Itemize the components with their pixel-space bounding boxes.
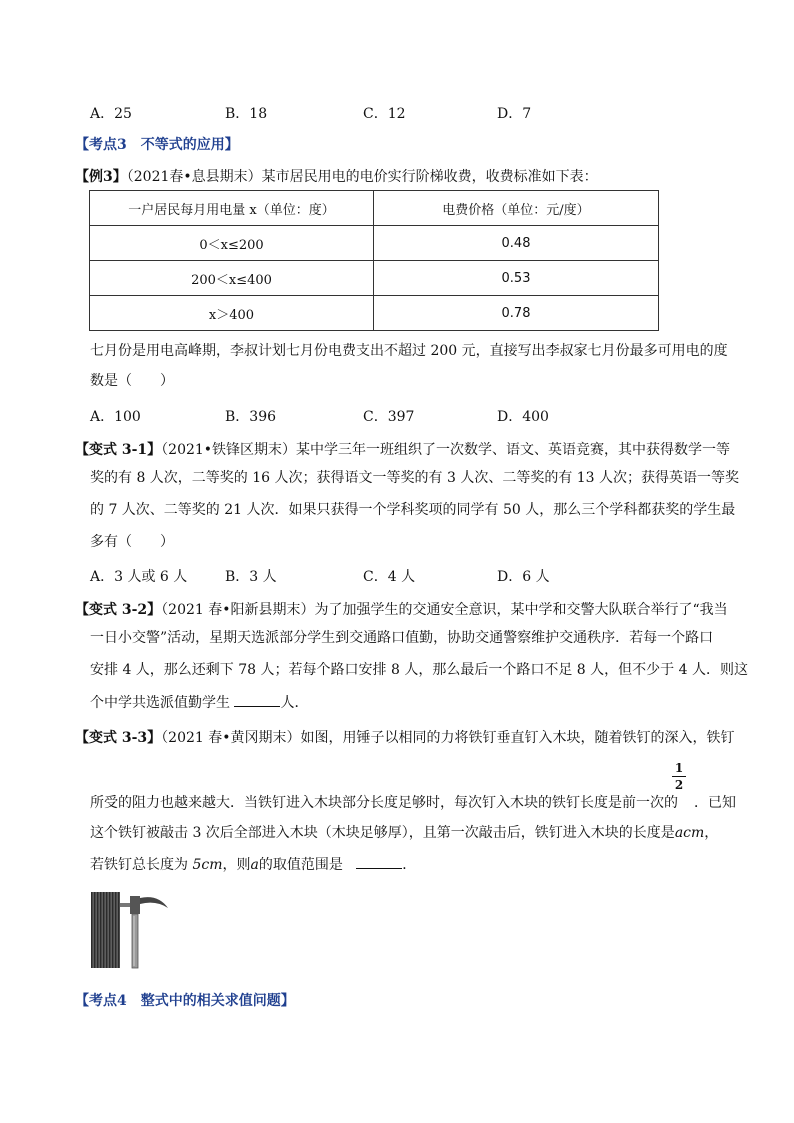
variant33-line4-end: ．: [402, 857, 417, 873]
variant33-line2: [90, 796, 736, 810]
variant31-option-c: C．4 人: [363, 569, 416, 585]
example3-option-d: D．400: [497, 409, 549, 425]
hammer-head-icon: [130, 896, 140, 914]
topic3-heading: 【考点3 不等式的应用】: [75, 137, 239, 153]
variant32-line1: （2021 春•阳新县期末）为了加强学生的交通安全意识，某中学和交警大队联合举行了“我当: [161, 602, 728, 618]
variant32-line1-wrap: [75, 599, 728, 619]
answer-blank: [234, 694, 280, 707]
table-cell-price: 0.53: [374, 261, 659, 296]
variant33-var-acm: acm: [674, 825, 705, 841]
variant31-line4: 多有（ ）: [90, 534, 174, 550]
example3-intro: [75, 166, 598, 186]
variant33-line3-end: ，: [704, 825, 719, 841]
prev-option-d: D．7: [497, 106, 532, 122]
table-header-price: 电费价格（单位：元/度）: [374, 191, 659, 226]
variant31-line3: 的 7 人次、二等奖的 21 人次．如果只获得一个学科奖项的同学有 50 人，那么三个学科都获奖的学生最: [90, 502, 736, 518]
variant33-line2-end: ．已知: [694, 795, 736, 811]
variant31-option-d: D．6 人: [497, 569, 550, 585]
example3-line2: 数是（ ）: [90, 373, 174, 389]
table-cell-range: 200＜x≤400: [90, 261, 374, 296]
hammer-handle-icon: [132, 914, 138, 968]
example3-text: 某市居民用电的电价实行阶梯收费，收费标准如下表：: [261, 169, 598, 185]
example3-tag: 【例3】: [75, 169, 127, 185]
variant32-line4-end: 人．: [280, 695, 309, 711]
variant33-line4-text: 若铁钉总长度为: [90, 857, 188, 873]
prev-option-b: B．18: [225, 106, 268, 122]
table-header-row: [90, 191, 659, 226]
variant33-var-a: a: [250, 857, 259, 873]
variant31-tag: 【变式 3-1】: [75, 442, 162, 458]
fraction-denominator: 2: [674, 778, 684, 792]
fee-table: [89, 190, 659, 331]
table-cell-price: 0.48: [374, 226, 659, 261]
prev-option-a: A．25: [90, 106, 132, 122]
variant33-line4-mid: ，则: [222, 857, 251, 873]
variant32-line3: 安排 4 人，那么还剩下 78 人；若每个路口安排 8 人，那么最后一个路口不足 8 人，但不少于 4 人．则这: [90, 662, 748, 678]
topic4-heading: 【考点4 整式中的相关求值问题】: [75, 993, 295, 1009]
variant33-var-5cm: 5cm: [192, 857, 223, 873]
variant33-line4: [90, 856, 416, 872]
table-cell-range: x＞400: [90, 296, 374, 331]
variant31-line1: （2021•铁锋区期末）某中学三年一班组织了一次数学、语文、英语竞赛，其中获得数学一等: [161, 442, 731, 458]
table-row: [90, 261, 659, 296]
variant33-tag: 【变式 3-3】: [75, 730, 162, 746]
table-row: [90, 296, 659, 331]
table-row: [90, 226, 659, 261]
variant31-line2: 奖的有 8 人次，二等奖的 16 人次；获得语文一等奖的有 3 人次、二等奖的有 13 人次；获得英语一等奖: [90, 470, 740, 486]
variant32-line4: [90, 694, 308, 710]
fraction-numerator: 1: [674, 761, 684, 775]
hammer-nail-figure: [88, 888, 180, 972]
example3-option-a: A．100: [90, 409, 141, 425]
table-cell-range: 0＜x≤200: [90, 226, 374, 261]
wood-block: [91, 892, 120, 968]
variant32-line2: 一日小交警”活动，星期天选派部分学生到交通路口值勤，协助交通警察维护交通秩序．若每一个路口: [90, 630, 714, 646]
example3-option-b: B．396: [225, 409, 277, 425]
nail-icon: [120, 903, 130, 907]
variant31-option-b: B．3 人: [225, 569, 277, 585]
variant32-tag: 【变式 3-2】: [75, 602, 162, 618]
table-cell-price: 0.78: [374, 296, 659, 331]
variant33-line1-wrap: [75, 727, 735, 747]
example3-line1: 七月份是用电高峰期，李叔计划七月份电费支出不超过 200 元，直接写出李叔家七月份最多可用电的度: [90, 343, 728, 359]
variant33-line3: [90, 826, 718, 840]
example3-option-c: C．397: [363, 409, 415, 425]
variant33-line2-text: 所受的阻力也越来越大．当铁钉进入木块部分长度足够时，每次钉入木块的铁钉长度是前一次的: [90, 795, 678, 811]
hammer-claw-icon: [140, 897, 168, 908]
variant31-option-a: A．3 人或 6 人: [90, 569, 188, 585]
answer-blank: [356, 856, 402, 869]
fraction-half: [672, 761, 686, 792]
example3-source: （2021春•息县期末）: [126, 169, 262, 185]
variant33-line1: （2021 春•黄冈期末）如图，用锤子以相同的力将铁钉垂直钉入木块，随着铁钉的深入，铁钉: [161, 730, 735, 746]
variant33-line3-text: 这个铁钉被敲击 3 次后全部进入木块（木块足够厚），且第一次敲击后，铁钉进入木块的长度是: [90, 825, 675, 841]
table-header-usage: 一户居民每月用电量 x（单位：度）: [90, 191, 374, 226]
variant31-line1-wrap: [75, 439, 730, 459]
variant32-line4-text: 个中学共选派值勤学生: [90, 695, 230, 711]
variant33-line4-cond: 的取值范围是: [258, 857, 343, 873]
prev-option-c: C．12: [363, 106, 406, 122]
